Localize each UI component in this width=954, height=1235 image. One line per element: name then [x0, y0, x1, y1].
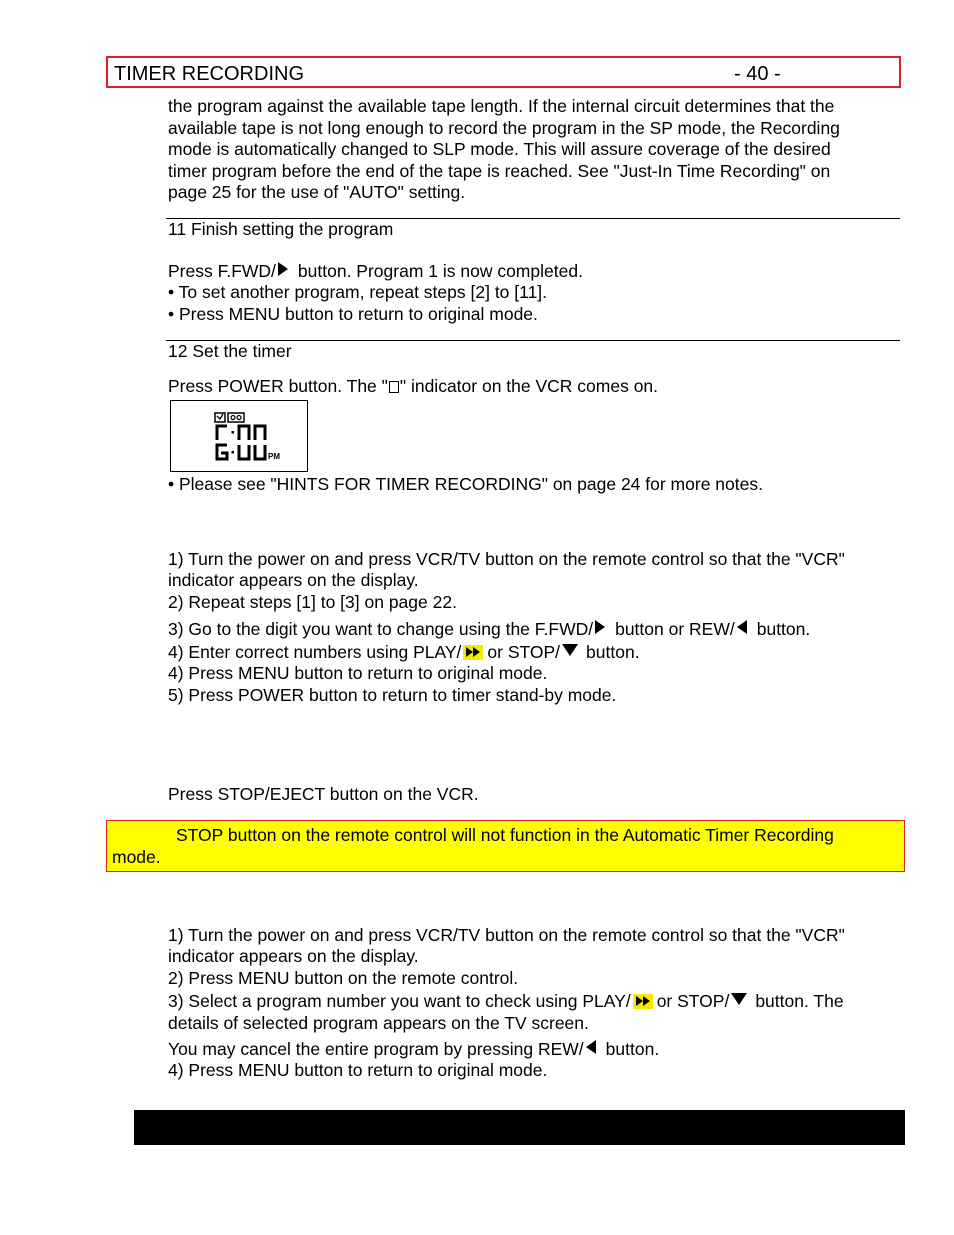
change-step [168, 642, 640, 664]
down-arrow-icon [731, 993, 747, 1005]
change-step-text: button. [756, 619, 811, 639]
step-11-press-text-end: button. Program 1 is now completed. [297, 261, 583, 281]
step-11-bullet: • Press MENU button to return to original mode. [168, 304, 538, 324]
note-line: mode. [112, 847, 161, 867]
step-11-press-text: Press F.FWD/ [168, 261, 276, 281]
intro-line: timer program before the end of the tape is reached. See "Just-In Time Recording" on [168, 161, 831, 181]
intro-line: page 25 for the use of "AUTO" setting. [168, 182, 466, 202]
change-step-text: 4) Enter correct numbers using PLAY/ [168, 642, 462, 662]
step-11-bullet: • To set another program, repeat steps [2] to [11]. [168, 282, 548, 302]
change-step: 4) Press MENU button to return to original mode. [168, 663, 548, 683]
timer-indicator-icon [389, 381, 399, 393]
change-step-text: button. [586, 642, 640, 662]
page-header [106, 56, 901, 88]
check-step-text: You may cancel the entire program by pressing REW/ [168, 1039, 584, 1059]
check-step: 2) Press MENU button on the remote control. [168, 968, 519, 988]
check-step: details of selected program appears on the TV screen. [168, 1013, 589, 1033]
left-arrow-icon [586, 1040, 596, 1054]
right-arrow-icon [278, 262, 288, 276]
down-arrow-icon [562, 644, 578, 656]
footer-bar [134, 1110, 905, 1145]
step-11-heading: 11 Finish setting the program [168, 219, 394, 239]
note-box [106, 820, 905, 872]
step-12-bullet: • Please see "HINTS FOR TIMER RECORDING" on page 24 for more notes. [168, 474, 763, 494]
cancel-instruction: Press STOP/EJECT button on the VCR. [168, 784, 479, 804]
page-number: - 40 - [734, 63, 781, 85]
change-step: indicator appears on the display. [168, 570, 419, 590]
step-12-press-text-end: " indicator on the VCR comes on. [399, 376, 659, 396]
check-step-text: button. The [755, 991, 844, 1011]
change-step: 1) Turn the power on and press VCR/TV button on the remote control so that the "VCR" [168, 549, 845, 569]
step-12-instruction [168, 376, 658, 398]
check-step: 1) Turn the power on and press VCR/TV button on the remote control so that the "VCR" [168, 925, 845, 945]
note-line: STOP button on the remote control will not function in the Automatic Timer Recording [176, 825, 834, 845]
fast-forward-icon [633, 994, 653, 1009]
step-11-instruction [168, 261, 583, 283]
lcd-time-upper [217, 426, 265, 440]
check-step [168, 991, 844, 1013]
right-arrow-icon [595, 620, 605, 634]
check-step [168, 1039, 659, 1061]
check-step-text: or STOP/ [656, 991, 730, 1011]
tape-symbol [228, 413, 244, 422]
intro-line: the program against the available tape length. If the internal circuit determines that the [168, 96, 835, 116]
fast-forward-icon [463, 645, 483, 660]
intro-line: available tape is not long enough to record the program in the SP mode, the Recording [168, 118, 840, 138]
step-12-press-text: Press POWER button. The " [168, 376, 388, 396]
lcd-time-lower [217, 445, 265, 459]
timer-symbol-check [217, 414, 223, 419]
lcd-graphic [171, 401, 307, 471]
check-step-text: button. [605, 1039, 660, 1059]
change-step-text: 3) Go to the digit you want to change using the F.FWD/ [168, 619, 594, 639]
section-title: TIMER RECORDING [114, 63, 304, 85]
intro-line: mode is automatically changed to SLP mode. This will assure coverage of the desired [168, 139, 831, 159]
check-step-text: 3) Select a program number you want to check using PLAY/ [168, 991, 631, 1011]
change-step: 2) Repeat steps [1] to [3] on page 22. [168, 592, 457, 612]
step-12-heading: 12 Set the timer [168, 341, 292, 361]
check-step: indicator appears on the display. [168, 946, 419, 966]
check-step: 4) Press MENU button to return to original mode. [168, 1060, 548, 1080]
vcr-display-illustration [170, 400, 308, 472]
pm-indicator: PM [268, 452, 280, 461]
change-step [168, 619, 810, 641]
change-step: 5) Press POWER button to return to timer stand-by mode. [168, 685, 617, 705]
change-step-text: or STOP/ [487, 642, 561, 662]
change-step-text: button or REW/ [615, 619, 735, 639]
left-arrow-icon [737, 620, 747, 634]
